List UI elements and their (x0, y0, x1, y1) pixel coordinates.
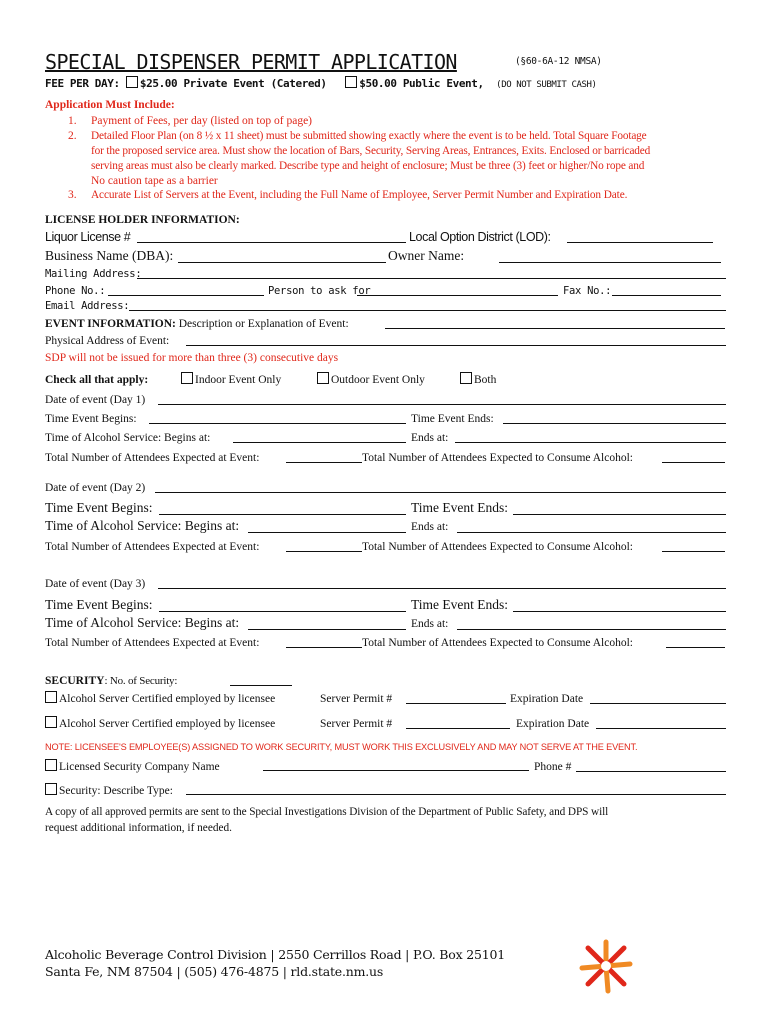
req-1-line-1: Payment of Fees, per day (listed on top of page) (91, 115, 312, 127)
indoor-option[interactable] (181, 372, 281, 387)
event-info-row (45, 317, 349, 331)
fee-public-label: $50.00 Public Event, (359, 77, 484, 90)
day2-alcohol-ends-label: Ends at: (411, 521, 449, 533)
day3-attendees-label: Total Number of Attendees Expected at Event: (45, 637, 260, 649)
indoor-checkbox[interactable] (181, 372, 193, 384)
day3-date-label: Date of event (Day 3) (45, 578, 146, 590)
day1-ends-field[interactable] (503, 423, 726, 424)
security-company-checkbox[interactable] (45, 759, 57, 771)
mailing-label: Mailing Address: (45, 268, 142, 280)
liquor-license-field[interactable] (137, 242, 406, 243)
license-heading: LICENSE HOLDER INFORMATION: (45, 214, 240, 226)
day2-begins-label: Time Event Begins: (45, 500, 153, 515)
statute-citation: (§60-6A-12 NMSA) (515, 56, 602, 67)
event-description-label: Description or Explanation of Event: (178, 318, 349, 330)
server-permit-1-field[interactable] (406, 703, 506, 704)
copy-note-line-1: A copy of all approved permits are sent to the Special Investigations Division of the Department of Public Safety, and DPS will (45, 806, 609, 818)
security-note: NOTE: LICENSEE'S EMPLOYEE(S) ASSIGNED TO WORK SECURITY, MUST WORK THIS EXCLUSIVELY AND MAY NOT SERVE AT THE EVENT. (45, 742, 638, 752)
day3-attendees-field[interactable] (286, 647, 362, 648)
day1-alcohol-ends-label: Ends at: (411, 432, 449, 444)
check-all-label: Check all that apply: (45, 374, 149, 386)
alcohol-server-2-checkbox[interactable] (45, 716, 57, 728)
day2-begins-field[interactable] (159, 514, 406, 515)
req-2-line-2: for the proposed service area. Must show the location of Bars, Security, Serving Areas, Entrances, Exits. Enclosed or barricaded (91, 145, 651, 157)
expiration-2-field[interactable] (596, 728, 726, 729)
day3-alcohol-begins-label: Time of Alcohol Service: Begins at: (45, 615, 240, 630)
req-2-line-1: Detailed Floor Plan (on 8 ½ x 11 sheet) must be submitted showing exactly where the event is to be held. Total Square Footage (91, 130, 647, 142)
day2-alcohol-begins-label: Time of Alcohol Service: Begins at: (45, 518, 240, 533)
person-field[interactable] (357, 295, 558, 296)
outdoor-checkbox[interactable] (317, 372, 329, 384)
page-title: SPECIAL DISPENSER PERMIT APPLICATION (45, 50, 457, 74)
phone-label: Phone No.: (45, 285, 106, 297)
security-describe[interactable] (45, 783, 173, 798)
physical-address-label: Physical Address of Event: (45, 335, 170, 347)
requirements-heading: Application Must Include: (45, 99, 175, 111)
both-label: Both (474, 374, 497, 386)
mailing-field[interactable] (137, 278, 726, 279)
day3-ends-label: Time Event Ends: (411, 597, 509, 612)
fee-private-label: $25.00 Private Event (Catered) (139, 77, 327, 90)
fax-field[interactable] (612, 295, 721, 296)
indoor-label: Indoor Event Only (195, 374, 282, 386)
day1-alcohol-ends-field[interactable] (455, 442, 726, 443)
day2-attendees-alcohol-field[interactable] (662, 551, 725, 552)
day1-attendees-alcohol-field[interactable] (662, 462, 725, 463)
alcohol-server-2[interactable] (45, 716, 275, 731)
day1-ends-label: Time Event Ends: (411, 413, 494, 425)
expiration-1-field[interactable] (590, 703, 726, 704)
day2-ends-label: Time Event Ends: (411, 500, 509, 515)
footer-address (45, 946, 505, 980)
day1-alcohol-begins-label: Time of Alcohol Service: Begins at: (45, 432, 211, 444)
security-describe-label: Security: Describe Type: (59, 785, 173, 797)
expiration-2-label: Expiration Date (516, 718, 590, 730)
both-option[interactable] (460, 372, 496, 387)
security-count-field[interactable] (230, 685, 292, 686)
day3-alcohol-ends-label: Ends at: (411, 618, 449, 630)
day1-attendees-alcohol-label: Total Number of Attendees Expected to Consume Alcohol: (362, 452, 633, 464)
server-permit-2-field[interactable] (406, 728, 510, 729)
day1-date-field[interactable] (158, 404, 726, 405)
day2-alcohol-ends-field[interactable] (457, 532, 726, 533)
outdoor-label: Outdoor Event Only (331, 374, 425, 386)
security-heading: SECURITY (45, 675, 105, 687)
day2-date-label: Date of event (Day 2) (45, 482, 146, 494)
fee-public-checkbox[interactable] (345, 76, 357, 88)
security-company[interactable] (45, 759, 220, 774)
day3-date-field[interactable] (158, 588, 726, 589)
rld-starburst-logo-icon (578, 938, 634, 994)
security-company-field[interactable] (263, 770, 529, 771)
sdp-note: SDP will not be issued for more than three (3) consecutive days (45, 352, 339, 364)
day1-attendees-field[interactable] (286, 462, 362, 463)
both-checkbox[interactable] (460, 372, 472, 384)
event-description-field[interactable] (385, 328, 725, 329)
fee-private-checkbox[interactable] (126, 76, 138, 88)
alcohol-server-1-checkbox[interactable] (45, 691, 57, 703)
req-3-line-1: Accurate List of Servers at the Event, including the Full Name of Employee, Server Permit Number and Expiration Date. (91, 189, 628, 201)
req-num-1: 1. (68, 115, 77, 127)
req-num-3: 3. (68, 189, 77, 201)
day3-ends-field[interactable] (513, 611, 726, 612)
footer-line-1: Alcoholic Beverage Control Division | 2550 Cerrillos Road | P.O. Box 25101 (45, 947, 505, 962)
day1-attendees-label: Total Number of Attendees Expected at Event: (45, 452, 260, 464)
alcohol-server-1-label: Alcohol Server Certified employed by licensee (59, 693, 276, 705)
security-describe-checkbox[interactable] (45, 783, 57, 795)
footer-line-2: Santa Fe, NM 87504 | (505) 476-4875 | rld.state.nm.us (45, 964, 384, 979)
day2-alcohol-begins-field[interactable] (248, 532, 406, 533)
business-name-field[interactable] (178, 262, 386, 263)
security-company-label: Licensed Security Company Name (59, 761, 220, 773)
server-permit-2-label: Server Permit # (320, 718, 393, 730)
req-2-line-3: serving areas must also be clearly marked. Describe type and height of enclosure; Must be three (3) feet or higher/No rope and (91, 160, 645, 172)
person-label: Person to ask for (268, 285, 371, 297)
day3-begins-label: Time Event Begins: (45, 597, 153, 612)
day3-attendees-alcohol-field[interactable] (666, 647, 725, 648)
fee-label: FEE PER DAY: (45, 77, 120, 90)
day2-attendees-alcohol-label: Total Number of Attendees Expected to Consume Alcohol: (362, 541, 633, 553)
day1-date-label: Date of event (Day 1) (45, 394, 146, 406)
phone-field[interactable] (108, 295, 264, 296)
req-num-2: 2. (68, 130, 77, 142)
security-count-label: : No. of Security: (104, 675, 178, 687)
req-2-line-4: No caution tape as a barrier (91, 175, 218, 187)
physical-address-field[interactable] (186, 345, 726, 346)
day1-begins-field[interactable] (149, 423, 406, 424)
lod-label: Local Option District (LOD): (409, 230, 551, 244)
day3-alcohol-begins-field[interactable] (248, 629, 406, 630)
alcohol-server-2-label: Alcohol Server Certified employed by licensee (59, 718, 276, 730)
business-name-label: Business Name (DBA): (45, 248, 174, 263)
day1-begins-label: Time Event Begins: (45, 413, 137, 425)
day3-begins-field[interactable] (159, 611, 406, 612)
day2-attendees-label: Total Number of Attendees Expected at Event: (45, 541, 260, 553)
liquor-license-label: Liquor License # (45, 230, 131, 244)
event-heading: EVENT INFORMATION: (45, 318, 176, 330)
copy-note-line-2: request additional information, if needed. (45, 822, 232, 834)
fee-row (45, 76, 597, 90)
email-field[interactable] (129, 310, 726, 311)
owner-name-field[interactable] (499, 262, 721, 263)
fax-label: Fax No.: (563, 285, 612, 297)
security-row (45, 674, 177, 688)
expiration-1-label: Expiration Date (510, 693, 584, 705)
outdoor-option[interactable] (317, 372, 425, 387)
alcohol-server-1[interactable] (45, 691, 275, 706)
security-phone-field[interactable] (576, 771, 726, 772)
lod-field[interactable] (567, 242, 713, 243)
security-describe-field[interactable] (186, 794, 726, 795)
security-phone-label: Phone # (534, 761, 572, 773)
day2-ends-field[interactable] (513, 514, 726, 515)
no-cash-note: (DO NOT SUBMIT CASH) (496, 80, 597, 90)
email-label: Email Address: (45, 300, 130, 312)
day3-attendees-alcohol-label: Total Number of Attendees Expected to Consume Alcohol: (362, 637, 633, 649)
day2-date-field[interactable] (155, 492, 726, 493)
day3-alcohol-ends-field[interactable] (457, 629, 726, 630)
owner-name-label: Owner Name: (388, 248, 465, 263)
day2-attendees-field[interactable] (286, 551, 362, 552)
server-permit-1-label: Server Permit # (320, 693, 393, 705)
day1-alcohol-begins-field[interactable] (233, 442, 406, 443)
